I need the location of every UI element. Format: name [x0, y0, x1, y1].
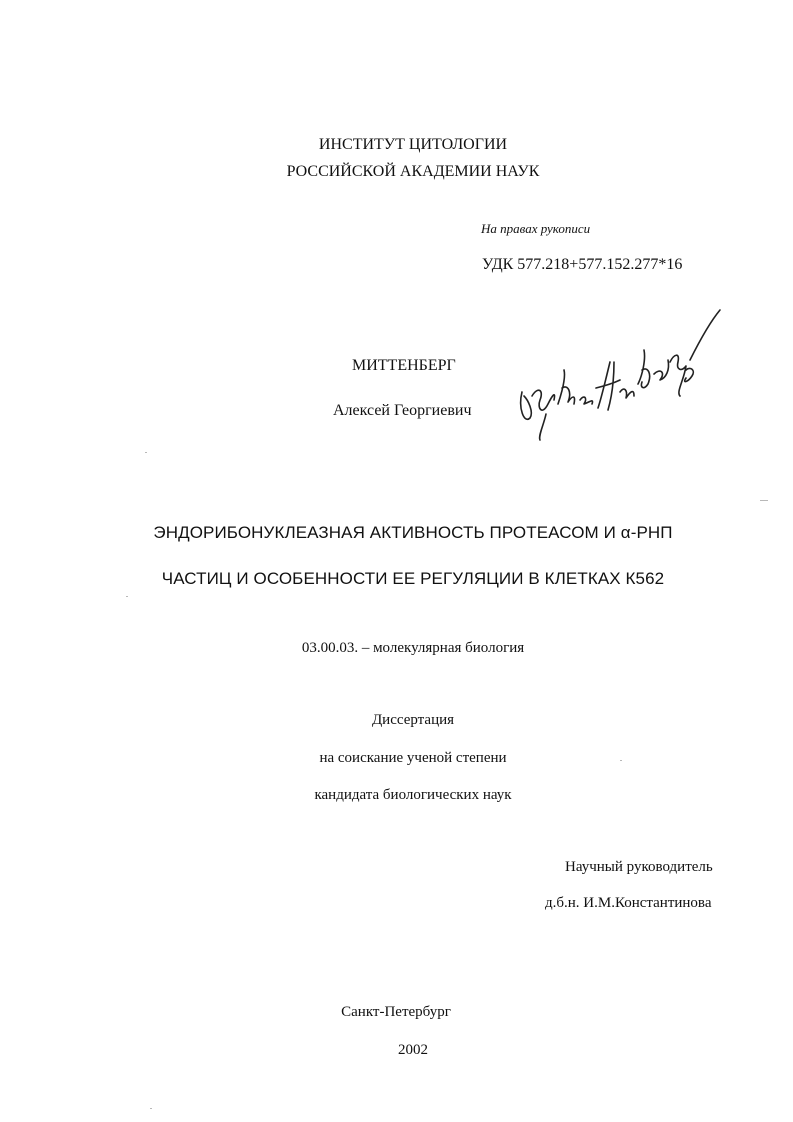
- scan-speck: [150, 1108, 152, 1109]
- supervisor-name: д.б.н. И.М.Константинова: [545, 895, 712, 911]
- degree-line-1: Диссертация: [371, 712, 455, 728]
- udc-code: УДК 577.218+577.152.277*16: [482, 256, 683, 273]
- institute-line-1: ИНСТИТУТ ЦИТОЛОГИИ: [318, 136, 508, 153]
- author-given-names: Алексей Георгиевич: [333, 402, 472, 419]
- scan-speck: [620, 760, 622, 761]
- dissertation-title-line-1: ЭНДОРИБОНУКЛЕАЗНАЯ АКТИВНОСТЬ ПРОТЕАСОМ И α-РНП: [153, 523, 673, 542]
- city: Санкт-Петербург: [341, 1004, 451, 1020]
- author-surname: МИТТЕНБЕРГ: [352, 357, 456, 374]
- degree-line-2: на соискание ученой степени: [319, 750, 507, 766]
- degree-line-3: кандидата биологических наук: [314, 787, 512, 803]
- scan-speck: [126, 596, 128, 597]
- author-signature: [510, 300, 730, 450]
- specialty-code: 03.00.03. – молекулярная биология: [301, 640, 525, 656]
- manuscript-note: На правах рукописи: [481, 221, 591, 236]
- year: 2002: [398, 1042, 428, 1058]
- institute-line-2: РОССИЙСКОЙ АКАДЕМИИ НАУК: [286, 163, 540, 180]
- supervisor-label: Научный руководитель: [565, 859, 713, 875]
- scan-speck: [760, 500, 768, 501]
- scan-speck: [145, 452, 147, 453]
- dissertation-title-line-2: ЧАСТИЦ И ОСОБЕННОСТИ ЕЕ РЕГУЛЯЦИИ В КЛЕТКАХ К562: [161, 569, 665, 588]
